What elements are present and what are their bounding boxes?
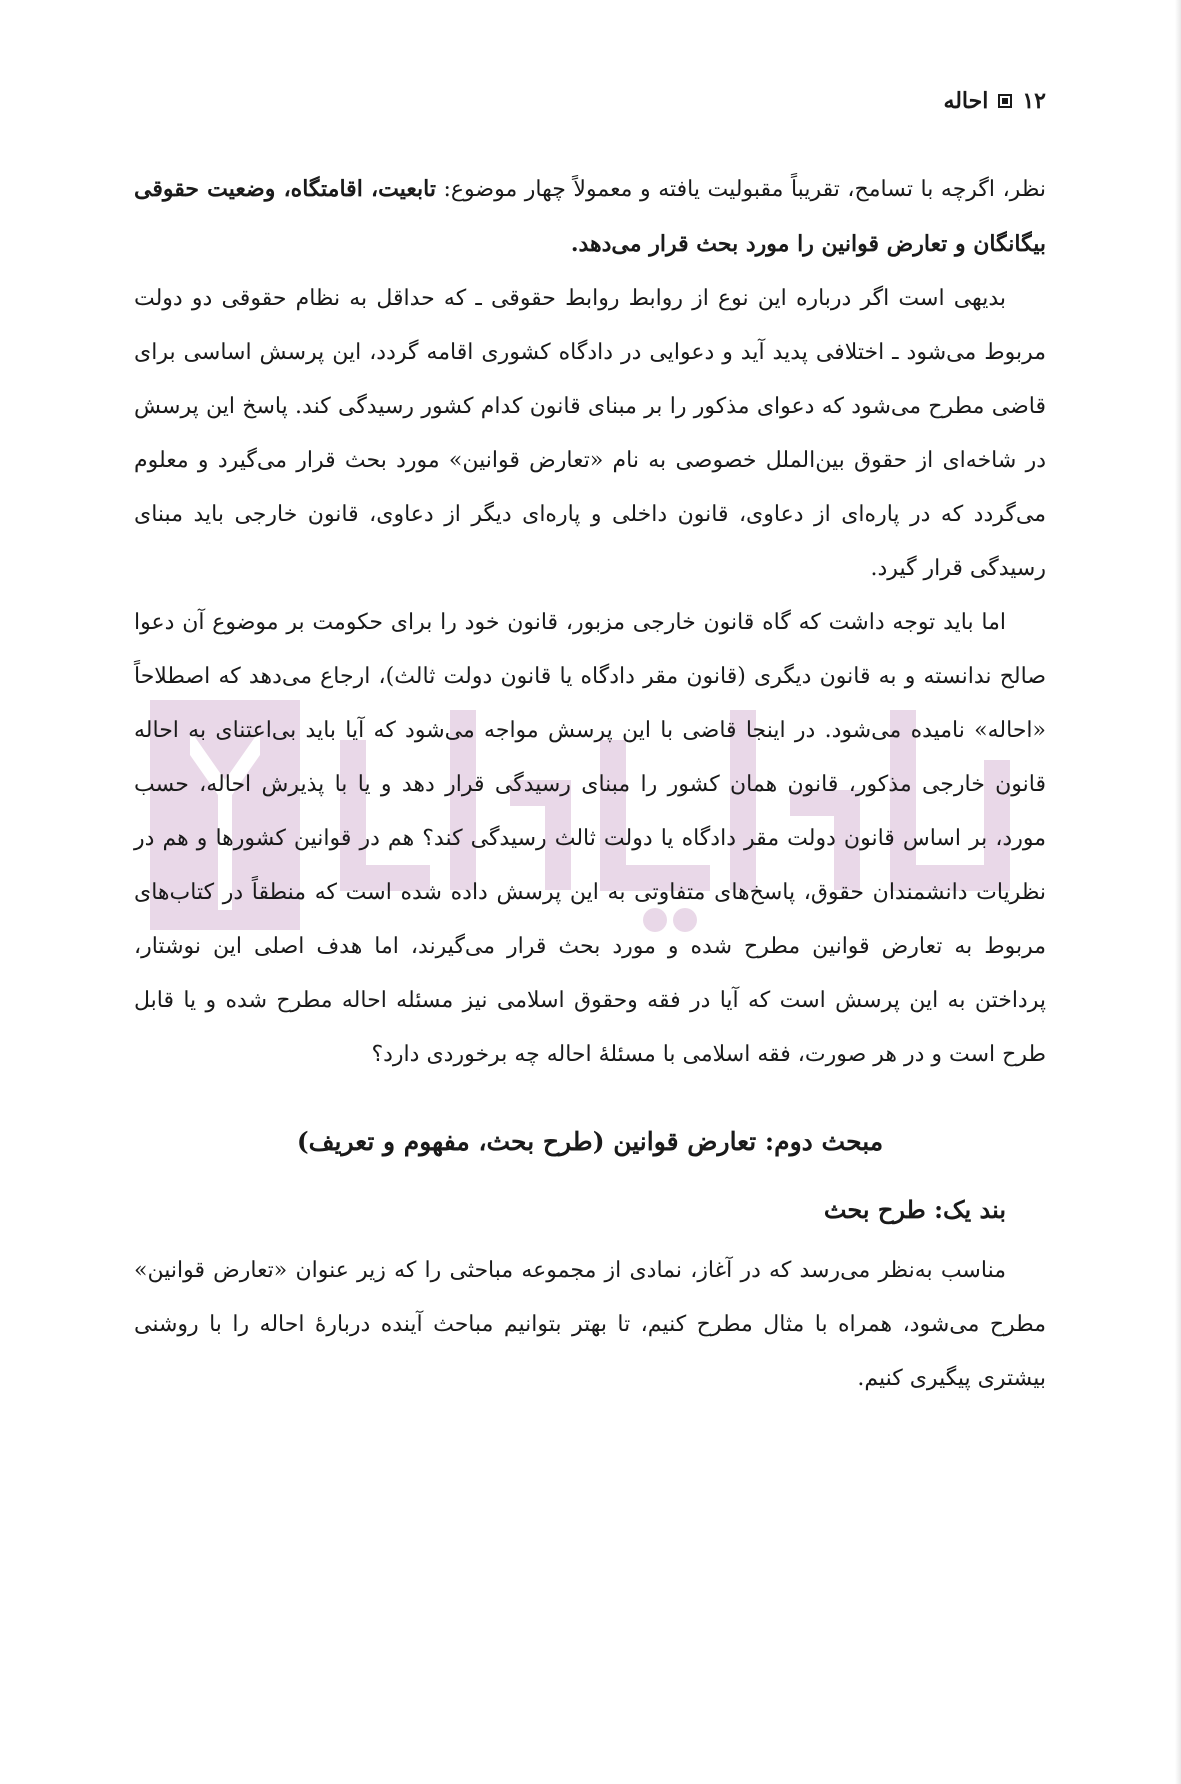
main-text-block: [134, 162, 1046, 1406]
running-header: [943, 88, 1046, 114]
intro-text: نظر، اگرچه با تسامح، تقریباً مقبولیت یافته و معمولاً چهار موضوع:: [435, 177, 1046, 202]
header-square-icon: [998, 94, 1012, 108]
page-number: ۱۲: [1022, 88, 1046, 114]
subsection-heading: بند یک: طرح بحث: [823, 1195, 1006, 1224]
running-title: احاله: [943, 88, 989, 114]
paragraph-introduction: مناسب به‌نظر می‌رسد که در آغاز، نمادی از مجموعه مباحثی را که زیر عنوان «تعارض قوانین» مطرح می‌شود، همراه با مثال مطرح کنیم، تا بهتر بتوانیم مباحث آینده دربارهٔ احاله را با روشنی بیشتری پیگیری کنیم.: [134, 1258, 1046, 1391]
page-edge-shadow: [1175, 0, 1181, 1784]
intro-bold-topics: تابعیت، اقامتگاه، وضعیت حقوقی بیگانگان و تعارض قوانین را مورد بحث قرار می‌دهد.: [134, 176, 1046, 257]
paragraph-conflict-question: بدیهی است اگر درباره این نوع از روابط روابط حقوقی ـ که حداقل به نظام حقوقی دو دولت مربوط می‌شود ـ اختلافی پدید آید و دعوایی در دادگاه کشوری اقامه گردد، این پرسش اساسی برای قاضی مطرح می‌شود که دعوای مذکور را بر مبنای قانون کدام کشور رسیدگی کند. پاسخ این پرسش در شاخه‌ای از حقوق بین‌الملل خصوصی به نام «تعارض قوانین» مورد بحث قرار می‌گیرد و معلوم می‌گردد که در پاره‌ای از دعاوی، قانون داخلی و پاره‌ای دیگر از دعاوی، قانون خارجی باید مبنای رسیدگی قرار گیرد.: [134, 286, 1046, 581]
paragraph-renvoi-explanation: اما باید توجه داشت که گاه قانون خارجی مزبور، قانون خود را برای حکومت بر موضوع آن دعوا صالح ندانسته و به قانون دیگری (قانون مقر دادگاه یا قانون دولت ثالث)، ارجاع می‌دهد که اصطلاحاً «احاله» نامیده می‌شود. در اینجا قاضی با این پرسش مواجه می‌شود که آیا باید بی‌اعتنای به احاله قانون خارجی مذکور، قانون همان کشور را مبنای رسیدگی قرار دهد و یا با پذیرش احاله، حسب مورد، بر اساس قانون دولت مقر دادگاه یا دولت ثالث رسیدگی کند؟ هم در قوانین کشورها و هم در نظریات دانشمندان حقوق، پاسخ‌های متفاوتی به این پرسش داده شده است که منطقاً در کتاب‌های مربوط به تعارض قوانین مطرح شده و مورد بحث قرار می‌گیرند، اما هدف اصلی این نوشتار، پرداختن به این پرسش است که آیا در فقه وحقوق اسلامی نیز مسئله احاله مطرح شده و یا قابل طرح است و در هر صورت، فقه اسلامی با مسئلهٔ احاله چه برخوردی دارد؟: [134, 610, 1047, 1067]
intro-paragraph: [134, 162, 1046, 272]
section-heading: مبحث دوم: تعارض قوانین (طرح بحث، مفهوم و تعریف): [296, 1127, 884, 1156]
